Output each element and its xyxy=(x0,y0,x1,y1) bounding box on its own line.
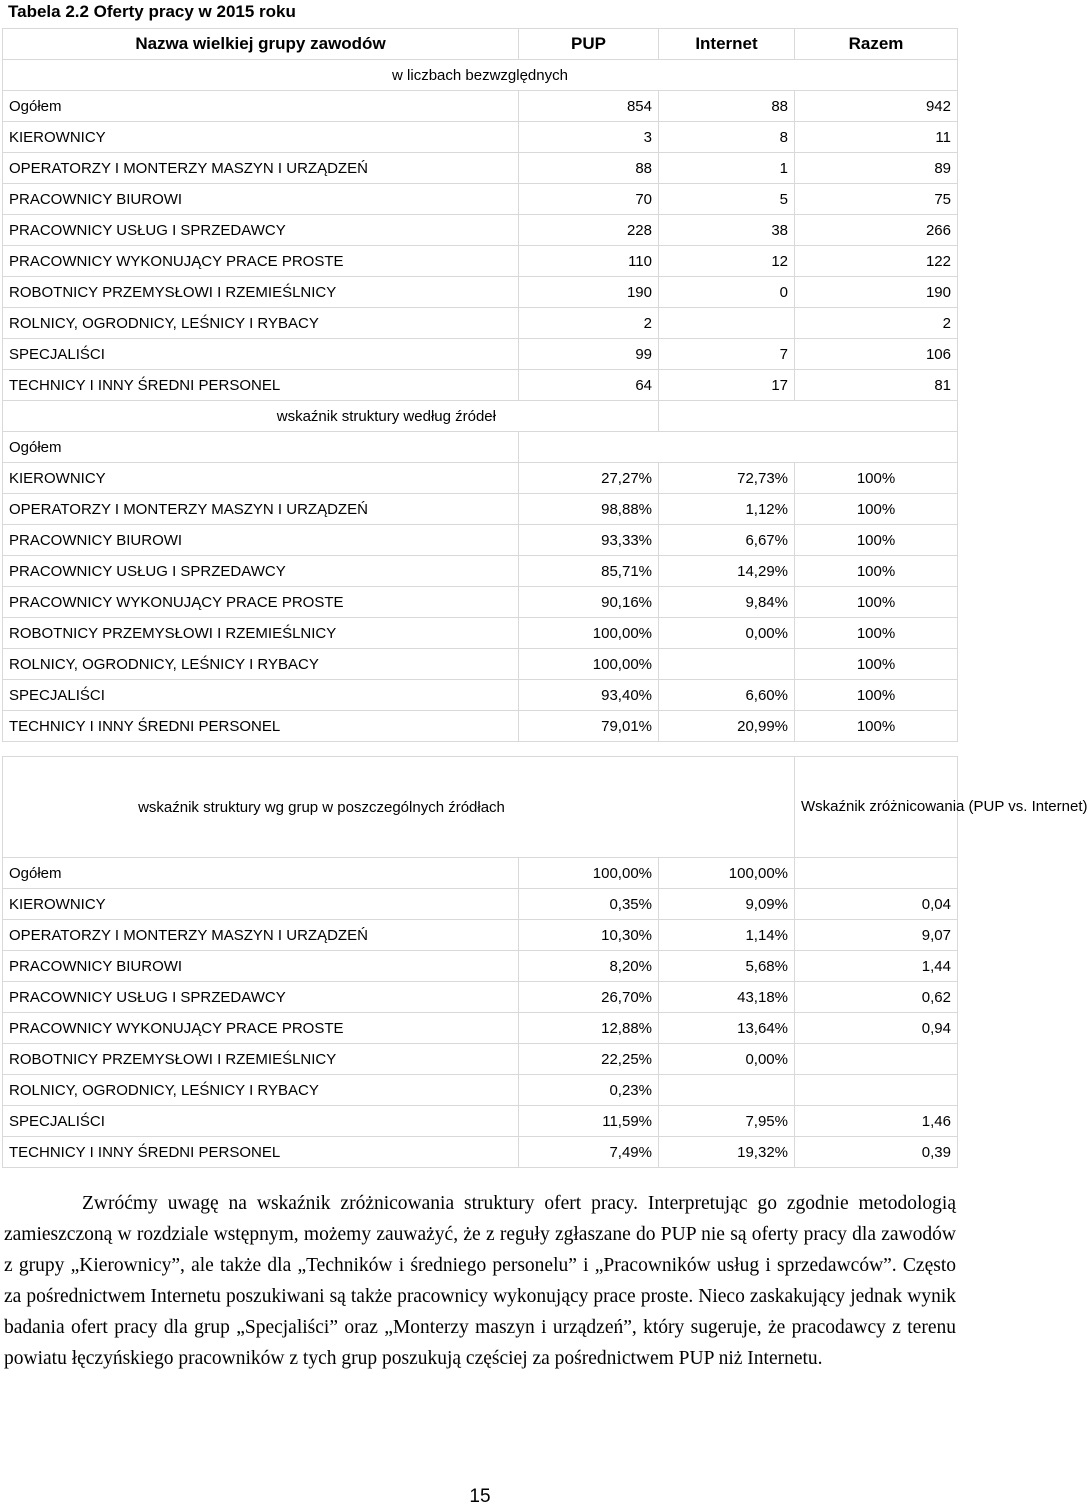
row-internet-value: 9,09% xyxy=(659,889,795,920)
row-internet-value: 1,14% xyxy=(659,920,795,951)
row-name: KIEROWNICY xyxy=(3,122,519,153)
row-internet-value: 17 xyxy=(659,370,795,401)
row-pup-value: 3 xyxy=(519,122,659,153)
section-header-structure-by-source xyxy=(3,401,958,432)
row-pup-value: 93,33% xyxy=(519,525,659,556)
row-internet-value: 0 xyxy=(659,277,795,308)
row-internet-value: 0,00% xyxy=(659,1044,795,1075)
row-internet-value: 5,68% xyxy=(659,951,795,982)
row-total-value: 100% xyxy=(795,494,958,525)
row-name: Ogółem xyxy=(3,858,519,889)
row-pup-value: 93,40% xyxy=(519,680,659,711)
table-row xyxy=(3,858,958,889)
row-total-value: 190 xyxy=(795,277,958,308)
row-pup-value: 98,88% xyxy=(519,494,659,525)
row-name: TECHNICY I INNY ŚREDNI PERSONEL xyxy=(3,1137,519,1168)
row-name: ROBOTNICY PRZEMYSŁOWI I RZEMIEŚLNICY xyxy=(3,277,519,308)
table-row xyxy=(3,432,958,463)
table-row xyxy=(3,1075,958,1106)
row-name: SPECJALIŚCI xyxy=(3,1106,519,1137)
table-row xyxy=(3,463,958,494)
row-pup-value: 12,88% xyxy=(519,1013,659,1044)
section-label: w liczbach bezwzględnych xyxy=(3,60,958,91)
row-total-value: 100% xyxy=(795,680,958,711)
table-row xyxy=(3,215,958,246)
row-internet-value: 8 xyxy=(659,122,795,153)
section-header-absolute xyxy=(3,60,958,91)
row-name: Ogółem xyxy=(3,432,519,463)
section-label: wskaźnik struktury według źródeł xyxy=(3,401,659,432)
row-pup-value: 90,16% xyxy=(519,587,659,618)
row-total-value: 100% xyxy=(795,525,958,556)
row-diff-value: 0,04 xyxy=(795,889,958,920)
row-internet-value: 88 xyxy=(659,91,795,122)
row-name: KIEROWNICY xyxy=(3,889,519,920)
row-name: ROLNICY, OGRODNICY, LEŚNICY I RYBACY xyxy=(3,308,519,339)
row-diff-value xyxy=(795,1044,958,1075)
row-diff-value xyxy=(795,1075,958,1106)
row-name: PRACOWNICY USŁUG I SPRZEDAWCY xyxy=(3,215,519,246)
table-row xyxy=(3,1137,958,1168)
row-total-value: 75 xyxy=(795,184,958,215)
row-name: TECHNICY I INNY ŚREDNI PERSONEL xyxy=(3,370,519,401)
row-pup-value: 7,49% xyxy=(519,1137,659,1168)
row-pup-value: 100,00% xyxy=(519,649,659,680)
row-total-value: 942 xyxy=(795,91,958,122)
table-row xyxy=(3,153,958,184)
paragraph-text: Zwróćmy uwagę na wskaźnik zróżnicowania struktury ofert pracy. Interpretując go zgodnie metodologią zamieszczoną w rozdziale wstępnym, możemy zauważyć, że z reguły zgłaszane do PUP nie są oferty pracy dla zawodów z grupy „Kierownicy”, ale także dla „Techników i średniego personelu” i „Pracowników usług i sprzedawców”. Często za pośrednictwem Internetu poszukiwani są także pracownicy wykonujący prace proste. Nieco zaskakujący jednak wynik badania ofert pracy dla grup „Specjaliści” oraz „Monterzy maszyn i urządzeń”, który sugeruje, że pracodawcy z terenu powiatu łęczyńskiego pracowników z tych grup poszukują częściej za pośrednictwem PUP niż Internetu. xyxy=(4,1193,956,1369)
table-title: Tabela 2.2 Oferty pracy w 2015 roku xyxy=(8,2,296,21)
row-total-value: 100% xyxy=(795,463,958,494)
table-row xyxy=(3,246,958,277)
row-name: SPECJALIŚCI xyxy=(3,339,519,370)
table-row xyxy=(3,618,958,649)
row-internet-value: 7,95% xyxy=(659,1106,795,1137)
row-diff-value: 0,39 xyxy=(795,1137,958,1168)
row-pup-value: 99 xyxy=(519,339,659,370)
row-internet-value xyxy=(659,308,795,339)
row-pup-value: 22,25% xyxy=(519,1044,659,1075)
row-pup-value: 88 xyxy=(519,153,659,184)
table-row xyxy=(3,587,958,618)
row-name: PRACOWNICY BIUROWI xyxy=(3,951,519,982)
row-total-value: 122 xyxy=(795,246,958,277)
row-internet-value: 19,32% xyxy=(659,1137,795,1168)
header-internet: Internet xyxy=(659,29,795,60)
table-row xyxy=(3,308,958,339)
row-name: ROBOTNICY PRZEMYSŁOWI I RZEMIEŚLNICY xyxy=(3,618,519,649)
page-number: 15 xyxy=(469,1486,491,1507)
row-pup-value: 26,70% xyxy=(519,982,659,1013)
row-internet-value: 1 xyxy=(659,153,795,184)
row-total-value: 100% xyxy=(795,556,958,587)
row-pup-value: 100,00% xyxy=(519,618,659,649)
row-name: PRACOWNICY USŁUG I SPRZEDAWCY xyxy=(3,556,519,587)
table-row xyxy=(3,370,958,401)
row-internet-value: 43,18% xyxy=(659,982,795,1013)
row-name: PRACOWNICY USŁUG I SPRZEDAWCY xyxy=(3,982,519,1013)
row-total-value: 89 xyxy=(795,153,958,184)
row-pup-value: 228 xyxy=(519,215,659,246)
row-name: OPERATORZY I MONTERZY MASZYN I URZĄDZEŃ xyxy=(3,920,519,951)
body-paragraph xyxy=(4,1188,956,1374)
row-diff-value xyxy=(795,858,958,889)
row-internet-value: 100,00% xyxy=(659,858,795,889)
table-row xyxy=(3,711,958,742)
table-row xyxy=(3,951,958,982)
row-diff-value: 0,62 xyxy=(795,982,958,1013)
row-internet-value: 9,84% xyxy=(659,587,795,618)
row-pup-value: 110 xyxy=(519,246,659,277)
row-total-value: 100% xyxy=(795,618,958,649)
row-total-value: 2 xyxy=(795,308,958,339)
row-name: OPERATORZY I MONTERZY MASZYN I URZĄDZEŃ xyxy=(3,153,519,184)
row-name: SPECJALIŚCI xyxy=(3,680,519,711)
job-offers-table xyxy=(2,28,1088,1168)
row-internet-value: 6,60% xyxy=(659,680,795,711)
row-pup-value: 11,59% xyxy=(519,1106,659,1137)
table-row xyxy=(3,1044,958,1075)
row-internet-value xyxy=(659,1075,795,1106)
row-internet-value: 12 xyxy=(659,246,795,277)
row-pup-value: 854 xyxy=(519,91,659,122)
section-header-structure-by-group xyxy=(3,757,958,858)
row-name: PRACOWNICY WYKONUJĄCY PRACE PROSTE xyxy=(3,1013,519,1044)
table-row xyxy=(3,339,958,370)
row-diff-value: 1,46 xyxy=(795,1106,958,1137)
row-name: OPERATORZY I MONTERZY MASZYN I URZĄDZEŃ xyxy=(3,494,519,525)
row-name: PRACOWNICY BIUROWI xyxy=(3,184,519,215)
row-pup-value: 85,71% xyxy=(519,556,659,587)
row-name: Ogółem xyxy=(3,91,519,122)
row-name: PRACOWNICY BIUROWI xyxy=(3,525,519,556)
table-row xyxy=(3,982,958,1013)
row-total-value: 100% xyxy=(795,711,958,742)
table-row xyxy=(3,525,958,556)
row-internet-value: 1,12% xyxy=(659,494,795,525)
row-pup-value: 0,35% xyxy=(519,889,659,920)
row-internet-value: 20,99% xyxy=(659,711,795,742)
table-row xyxy=(3,122,958,153)
table-row xyxy=(3,277,958,308)
row-name: TECHNICY I INNY ŚREDNI PERSONEL xyxy=(3,711,519,742)
header-total: Razem xyxy=(795,29,958,60)
row-internet-value: 14,29% xyxy=(659,556,795,587)
row-pup-value: 10,30% xyxy=(519,920,659,951)
table-row xyxy=(3,556,958,587)
row-pup-value: 2 xyxy=(519,308,659,339)
table-row xyxy=(3,1106,958,1137)
row-total-value: 11 xyxy=(795,122,958,153)
row-total-value: 106 xyxy=(795,339,958,370)
row-internet-value: 0,00% xyxy=(659,618,795,649)
row-pup-value: 8,20% xyxy=(519,951,659,982)
row-pup-value: 70 xyxy=(519,184,659,215)
table-row xyxy=(3,494,958,525)
row-pup-value: 0,23% xyxy=(519,1075,659,1106)
row-name: PRACOWNICY WYKONUJĄCY PRACE PROSTE xyxy=(3,587,519,618)
row-pup-value: 79,01% xyxy=(519,711,659,742)
section-label: wskaźnik struktury wg grup w poszczególnych źródłach xyxy=(3,757,795,858)
row-internet-value: 38 xyxy=(659,215,795,246)
row-total-value: 81 xyxy=(795,370,958,401)
row-name: KIEROWNICY xyxy=(3,463,519,494)
row-internet-value: 7 xyxy=(659,339,795,370)
row-diff-value: 9,07 xyxy=(795,920,958,951)
header-pup: PUP xyxy=(519,29,659,60)
table-row xyxy=(3,889,958,920)
row-total-value: 100% xyxy=(795,587,958,618)
table-row xyxy=(3,1013,958,1044)
row-pup-value: 190 xyxy=(519,277,659,308)
row-pup-value: 27,27% xyxy=(519,463,659,494)
row-pup-value: 100,00% xyxy=(519,858,659,889)
table-row xyxy=(3,649,958,680)
table-row xyxy=(3,184,958,215)
row-internet-value: 5 xyxy=(659,184,795,215)
row-name: ROLNICY, OGRODNICY, LEŚNICY I RYBACY xyxy=(3,649,519,680)
row-pup-value: 64 xyxy=(519,370,659,401)
row-total-value: 100% xyxy=(795,649,958,680)
row-internet-value: 72,73% xyxy=(659,463,795,494)
row-total-value: 266 xyxy=(795,215,958,246)
row-internet-value: 6,67% xyxy=(659,525,795,556)
table-row xyxy=(3,680,958,711)
table-row xyxy=(3,920,958,951)
row-name: PRACOWNICY WYKONUJĄCY PRACE PROSTE xyxy=(3,246,519,277)
diff-index-header: Wskaźnik zróżnicowania (PUP vs. Internet) xyxy=(795,757,958,858)
row-name: ROBOTNICY PRZEMYSŁOWI I RZEMIEŚLNICY xyxy=(3,1044,519,1075)
row-name: ROLNICY, OGRODNICY, LEŚNICY I RYBACY xyxy=(3,1075,519,1106)
table-row xyxy=(3,91,958,122)
row-diff-value: 0,94 xyxy=(795,1013,958,1044)
row-diff-value: 1,44 xyxy=(795,951,958,982)
row-internet-value xyxy=(659,649,795,680)
table-header-row xyxy=(3,29,958,60)
row-internet-value: 13,64% xyxy=(659,1013,795,1044)
header-name: Nazwa wielkiej grupy zawodów xyxy=(3,29,519,60)
